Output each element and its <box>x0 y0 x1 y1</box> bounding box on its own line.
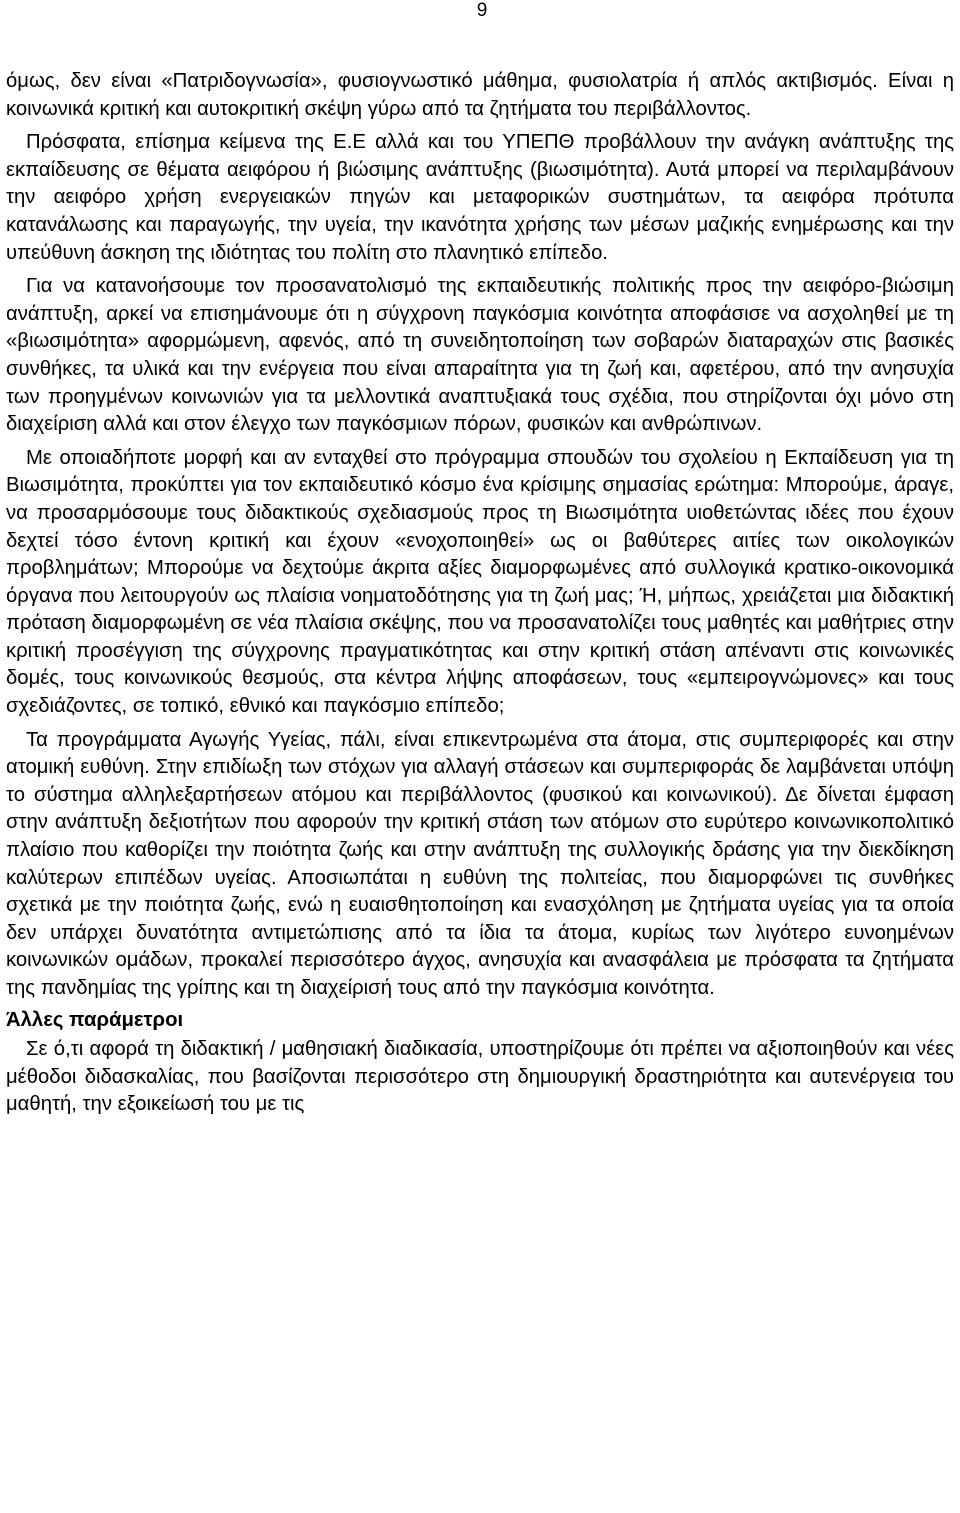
paragraph-teaching-process: Σε ό,τι αφορά τη διδακτική / μαθησιακή διαδικασία, υποστηρίζουμε ότι πρέπει να αξιοποιηθούν και νέες μέθοδοι διδασκαλίας, που βασίζονται περισσότερο στη δημιουργική δραστηριότητα και αυτενέργεια του μαθητή, την εξοικείωσή του με τις <box>6 1038 954 1116</box>
page-number: 9 <box>476 0 488 21</box>
paragraph-education-policy: Για να κατανοήσουμε τον προσανατολισμό της εκπαιδευτικής πολιτικής προς την αειφόρο-βιώσιμη ανάπτυξη, αρκεί να επισημάνουμε ότι η σύγχρονη παγκόσμια κοινότητα αποφάσισε να ασχοληθεί με τη «βιωσιμότητα» αφορμώμενη, αφενός, από τη συνειδητοποίηση των σοβαρών διαταραχών στις βασικές συνθήκες, τα υλικά και την ενέργεια που είναι απαραίτητα για τη ζωή και, αφετέρου, από την ανησυχία των προηγμένων κοινωνιών για τα μελλοντικά αναπτυξιακά τους σχέδια, που στηρίζονται όχι μόνο στη διαχείριση αλλά και στον έλεγχο των παγκόσμιων πόρων, φυσικών και ανθρώπινων. <box>6 275 954 436</box>
document-body <box>6 68 954 1119</box>
paragraph-continuation: όμως, δεν είναι «Πατριδογνωσία», φυσιογνωστικό μάθημα, φυσιολατρία ή απλός ακτιβισμός. Είναι η κοινωνικά κριτική και αυτοκριτική σκέψη γύρω από τα ζητήματα του περιβάλλοντος. <box>6 70 954 120</box>
section-heading: Άλλες παράμετροι <box>6 1008 184 1031</box>
paragraph-recent-texts: Πρόσφατα, επίσημα κείμενα της Ε.Ε αλλά και του ΥΠΕΠΘ προβάλλουν την ανάγκη ανάπτυξης της εκπαίδευσης σε θέματα αειφόρου ή βιώσιμης ανάπτυξης (βιωσιμότητα). Αυτά μπορεί να περιλαμβάνουν την αειφόρο χρήση ενεργειακών πηγών και μεταφορικών συστημάτων, τα αειφόρα πρότυπα κατανάλωσης και παραγωγής, την υγεία, την ικανότητα χρήσης των μέσων μαζικής ενημέρωσης και την υπεύθυνη άσκηση της ιδιότητας του πολίτη στο πλανητικό επίπεδο. <box>6 131 954 264</box>
paragraph-critical-question: Με οποιαδήποτε μορφή και αν ενταχθεί στο πρόγραμμα σπουδών του σχολείου η Εκπαίδευση για τη Βιωσιμότητα, προκύπτει για τον εκπαιδευτικό κόσμο ένα κρίσιμης σημασίας ερώτημα: Μπορούμε, άραγε, να προσαρμόσουμε τους διδακτικούς σχεδιασμούς προς τη Βιωσιμότητα υιοθετώντας ιδέες που έχουν δεχτεί τόσο έντονη κριτική και έχουν «ενοχοποιηθεί» ως οι βαθύτερες αιτίες των οικολογικών προβλημάτων; Μπορούμε να δεχτούμε άκριτα αξίες διαμορφωμένες από συλλογικά κρατικο-οικονομικά όργανα που λειτουργούν ως πλαίσια νοηματοδότησης για τη ζωή μας; Ή, μήπως, χρειάζεται μια διδακτική πρόταση διαμορφωμένη σε νέα πλαίσια σκέψης, που να προσανατολίζει τους μαθητές και μαθήτριες στην κριτική προσέγγιση της σύγχρονης πραγματικότητας και στην κριτική στάση απέναντι στις κοινωνικές δομές, τους κοινωνικούς θεσμούς, στα κέντρα λήψης αποφάσεων, τους «εμπειρογνώμονες» και τους σχεδιάζοντες, σε τοπικό, εθνικό και παγκόσμιο επίπεδο; <box>6 446 954 718</box>
paragraph-health-programs: Τα προγράμματα Αγωγής Υγείας, πάλι, είναι επικεντρωμένα στα άτομα, στις συμπεριφορές και στην ατομική ευθύνη. Στην επιδίωξη των στόχων για αλλαγή στάσεων και συμπεριφοράς δε λαμβάνεται υπόψη το σύστημα αλληλεξαρτήσεων ατόμου και περιβάλλοντος (φυσικού και κοινωνικού). Δε δίνεται έμφαση στην ανάπτυξη δεξιοτήτων που αφορούν την κριτική στάση των ατόμων στο ευρύτερο κοινωνικοπολιτικό πλαίσιο που καθορίζει την ποιότητα ζωής και στην ανάπτυξη της συλλογικής δράσης για την διεκδίκηση καλύτερων επιπέδων υγείας. Αποσιωπάται η ευθύνη της πολιτείας, που διαμορφώνει τις συνθήκες σχετικά με την ποιότητα ζωής, ενώ η ευαισθητοποίηση και ενασχόληση με ζητήματα υγείας για τα οποία δεν υπάρχει δυνατότητα αντιμετώπισης από τα ίδια τα άτομα, κυρίως των λιγότερο ευνοημένων κοινωνικών ομάδων, προκαλεί περισσότερο άγχος, ανησυχία και ανασφάλεια με πρόσφατα τα ζητήματα της πανδημίας της γρίπης και τη διαχείρισή τους από την παγκόσμια κοινότητα. <box>6 728 954 999</box>
